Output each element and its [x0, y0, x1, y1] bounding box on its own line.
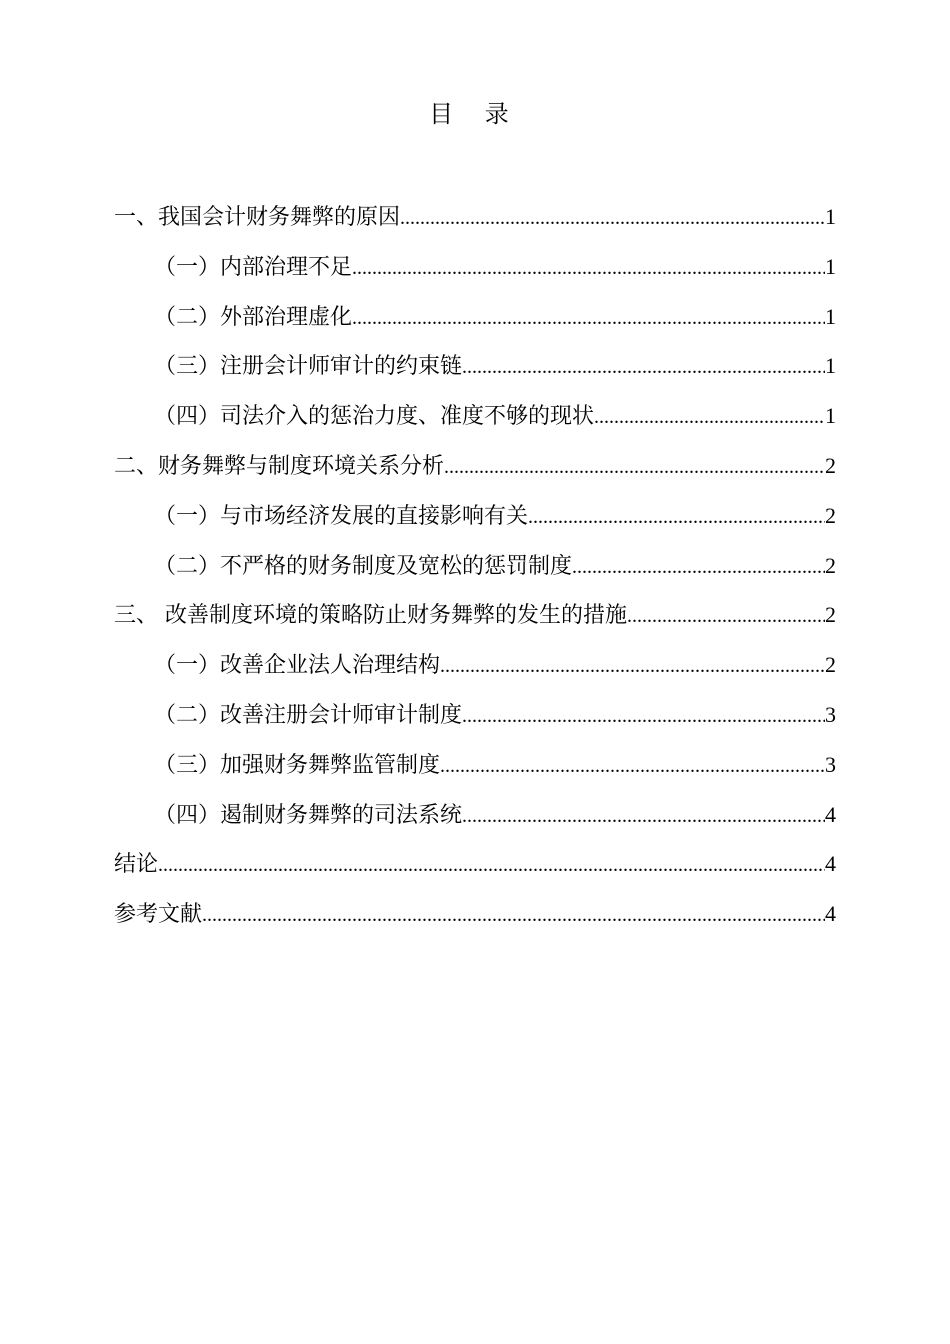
toc-leader-dots	[158, 841, 825, 891]
toc-leader-dots	[594, 393, 825, 443]
toc-entry[interactable]	[114, 690, 836, 740]
toc-entry[interactable]	[114, 491, 836, 541]
toc-entry-page: 4	[825, 901, 836, 927]
toc-entry[interactable]	[114, 839, 836, 889]
toc-leader-dots	[627, 592, 825, 642]
toc-entry[interactable]	[114, 790, 836, 840]
toc-title: 目 录	[429, 100, 521, 128]
toc-entry-page: 2	[825, 502, 836, 528]
toc-leader-dots	[400, 194, 825, 244]
toc-entry-page: 1	[825, 253, 836, 279]
toc-entry[interactable]	[114, 192, 836, 242]
toc-leader-dots	[444, 443, 825, 493]
toc-entry-page: 2	[825, 652, 836, 678]
toc-entry[interactable]	[114, 889, 836, 939]
toc-entry[interactable]	[114, 292, 836, 342]
toc-entry-page: 4	[825, 801, 836, 827]
toc-leader-dots	[440, 742, 825, 792]
toc-entry[interactable]	[114, 391, 836, 441]
toc-list	[114, 192, 836, 939]
toc-entry-page: 1	[825, 204, 836, 229]
toc-entry-page: 4	[825, 851, 836, 877]
toc-entry-text: 结论	[114, 852, 159, 878]
toc-entry-text: 三、 改善制度环境的策略防止财务舞弊的发生的措施	[114, 603, 627, 629]
toc-entry-page: 2	[825, 602, 836, 628]
toc-entry-text: （一）与市场经济发展的直接影响有关	[154, 503, 529, 529]
toc-entry-page: 1	[825, 303, 836, 329]
toc-leader-dots	[202, 891, 825, 941]
toc-entry[interactable]	[114, 640, 836, 690]
toc-entry-page: 1	[825, 353, 836, 379]
toc-entry-page: 3	[825, 751, 836, 777]
toc-entry-page: 2	[825, 452, 836, 478]
toc-leader-dots	[440, 642, 825, 692]
toc-entry-text: 参考文献	[114, 902, 203, 928]
toc-entry-page: 3	[825, 701, 836, 727]
toc-leader-dots	[352, 294, 825, 344]
toc-entry-text: （二）外部治理虚化	[154, 304, 353, 330]
toc-entry-text: 一、我国会计财务舞弊的原因	[114, 205, 401, 230]
toc-entry[interactable]	[114, 590, 836, 640]
toc-leader-dots	[572, 543, 825, 593]
toc-entry-text: （三）注册会计师审计的约束链	[154, 354, 463, 380]
toc-entry[interactable]	[114, 740, 836, 790]
toc-entry-text: 二、财务舞弊与制度环境关系分析	[114, 453, 445, 479]
toc-entry-text: （三）加强财务舞弊监管制度	[154, 752, 441, 778]
toc-entry[interactable]	[114, 242, 836, 292]
toc-leader-dots	[352, 244, 825, 294]
toc-leader-dots	[462, 792, 825, 842]
toc-entry-text: （一）改善企业法人治理结构	[154, 653, 441, 679]
toc-entry[interactable]	[114, 441, 836, 491]
toc-leader-dots	[462, 692, 825, 742]
toc-entry-text: （二）不严格的财务制度及宽松的惩罚制度	[154, 553, 573, 579]
toc-entry-text: （一）内部治理不足	[154, 254, 353, 280]
toc-entry-page: 2	[825, 552, 836, 578]
toc-entry[interactable]	[114, 541, 836, 591]
toc-leader-dots	[462, 343, 825, 393]
toc-entry[interactable]	[114, 341, 836, 391]
toc-leader-dots	[528, 493, 825, 543]
toc-entry-text: （二）改善注册会计师审计制度	[154, 702, 463, 728]
toc-entry-page: 1	[825, 403, 836, 429]
toc-entry-text: （四）司法介入的惩治力度、准度不够的现状	[154, 404, 595, 430]
toc-entry-text: （四）遏制财务舞弊的司法系统	[154, 802, 463, 828]
